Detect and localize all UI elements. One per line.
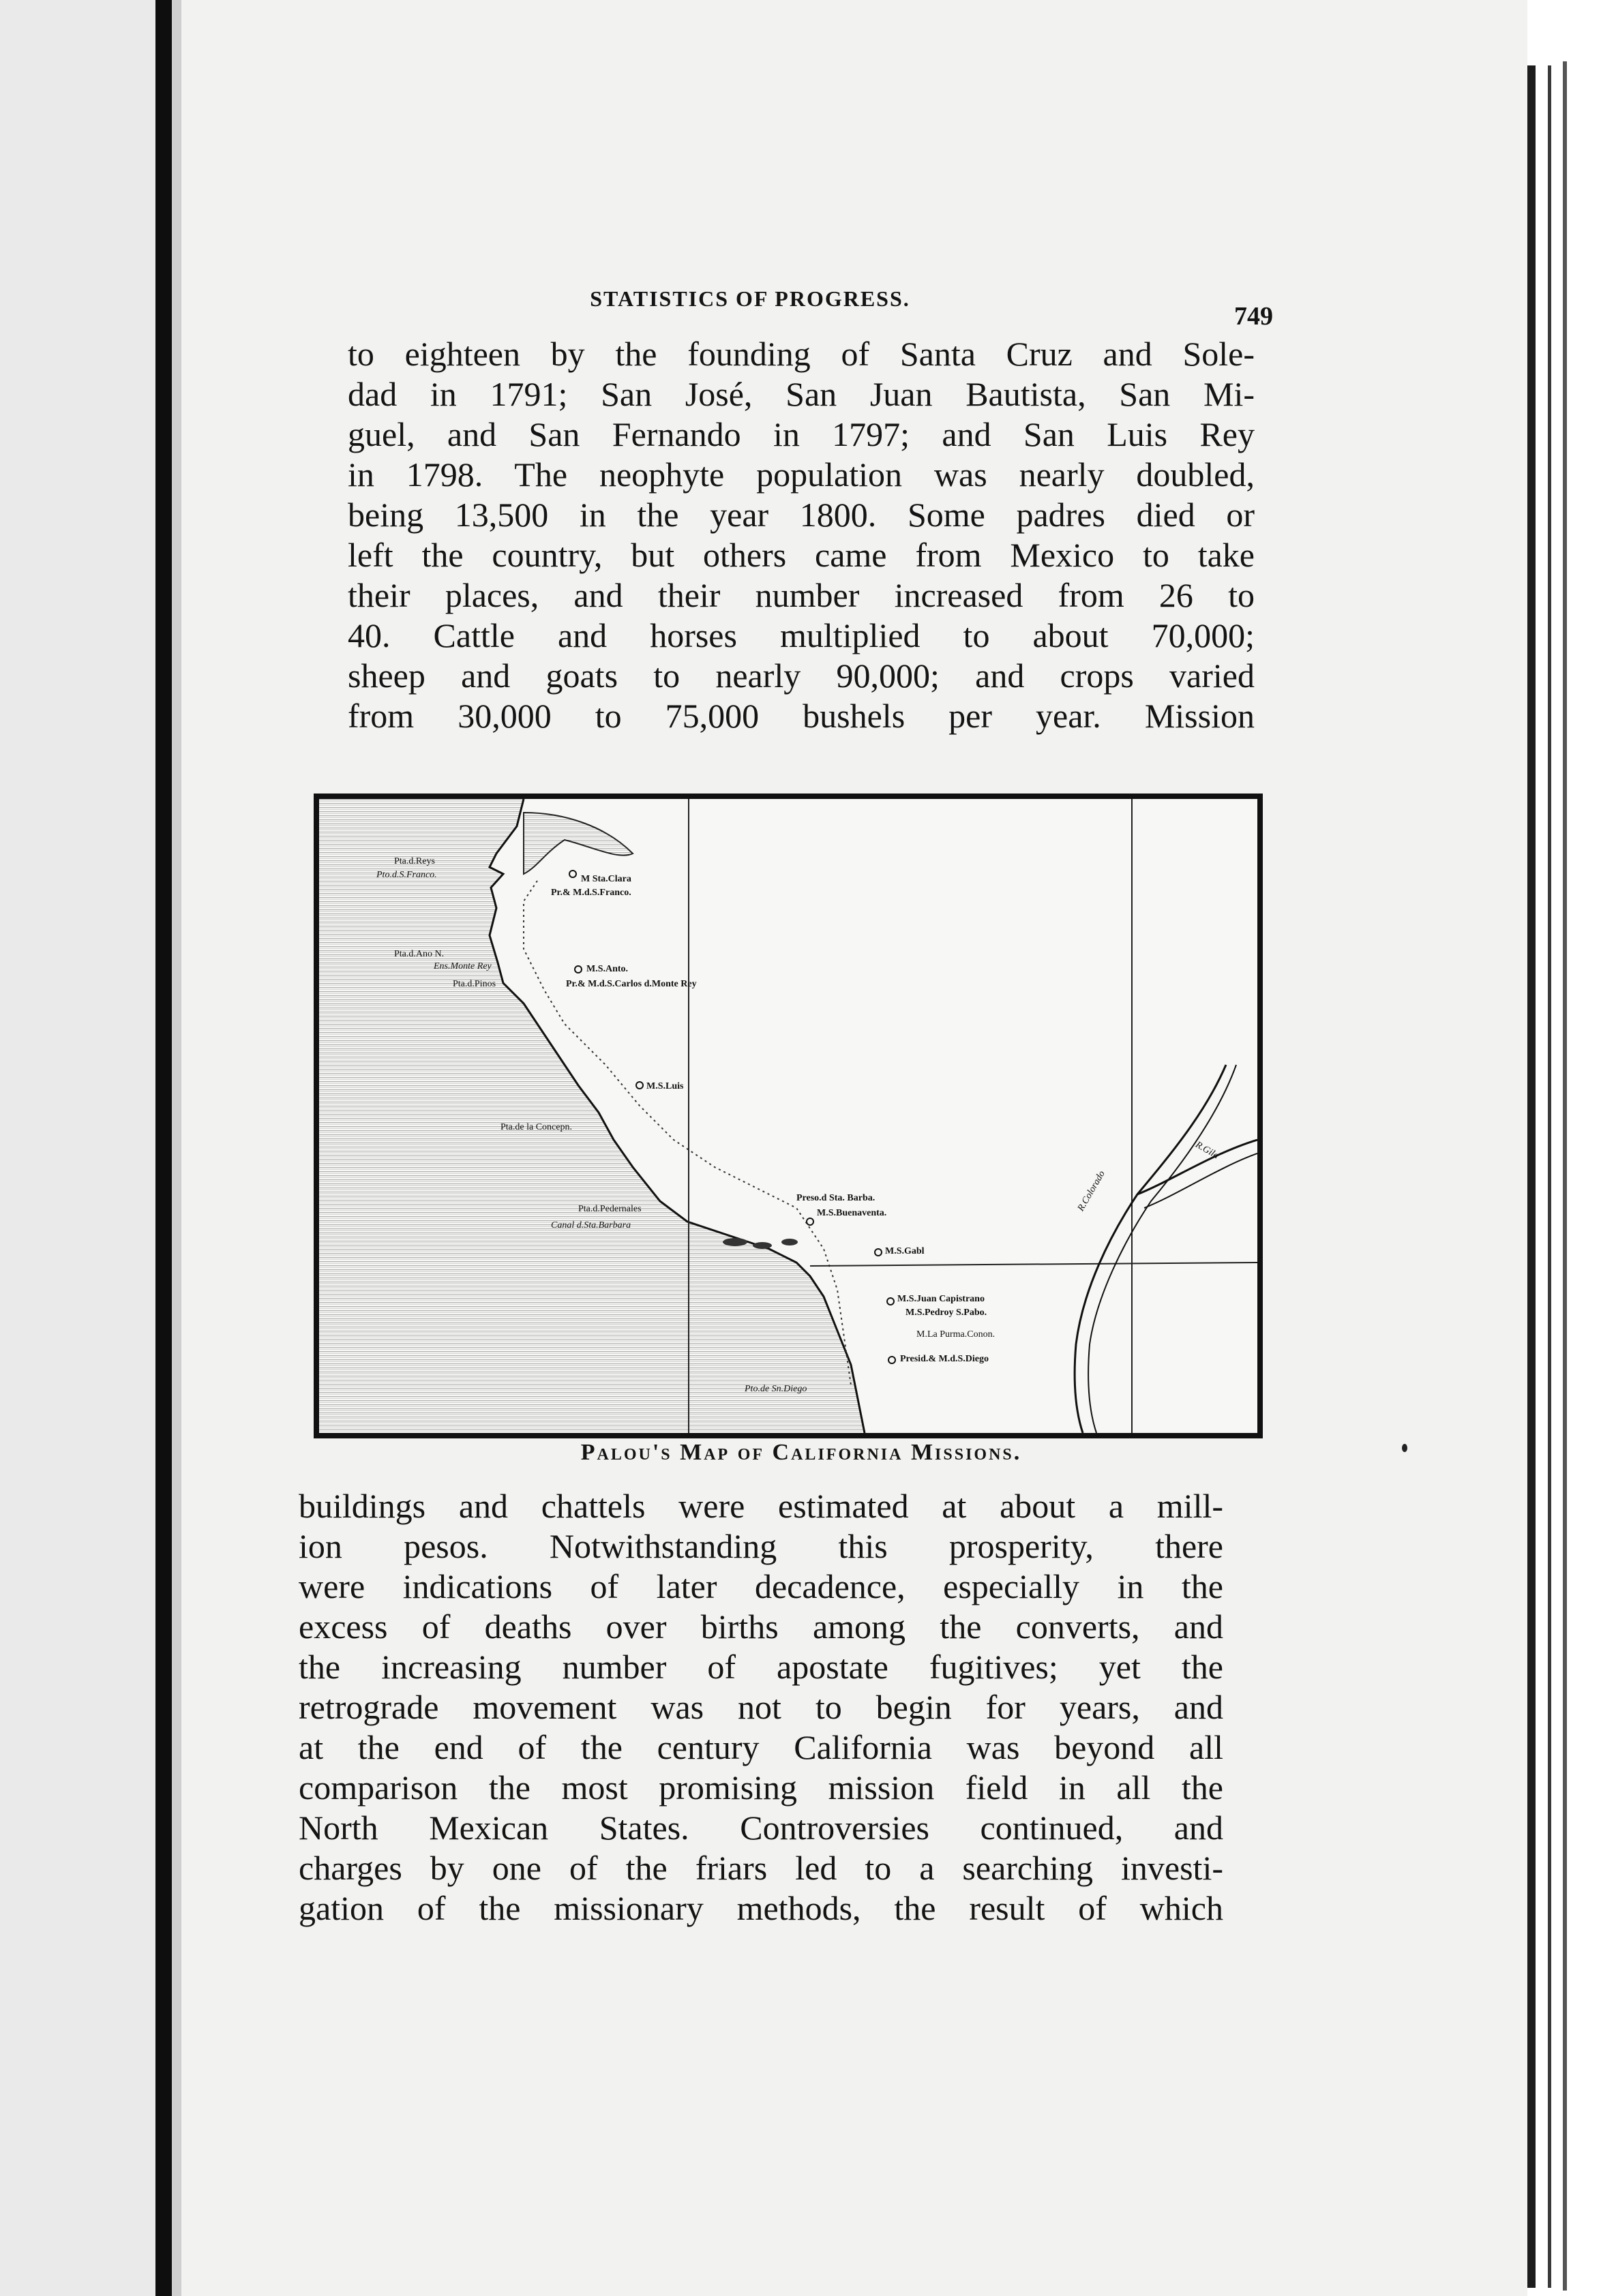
text-line: to eighteen by the founding of Santa Cruz and Sole- bbox=[348, 335, 1255, 373]
map-label: Pta.d.Pinos bbox=[453, 979, 496, 989]
island bbox=[723, 1238, 747, 1246]
map-drawing bbox=[319, 799, 1257, 1433]
text-line: being 13,500 in the year 1800. Some padres died or bbox=[348, 496, 1255, 534]
map-label: M.La Purma.Conon. bbox=[916, 1329, 996, 1340]
text-line: sheep and goats to nearly 90,000; and crops varied bbox=[348, 656, 1255, 695]
river-colorado bbox=[1075, 1065, 1226, 1433]
map-label: M.S.Pedroy S.Pabo. bbox=[906, 1308, 987, 1318]
mission-marker bbox=[888, 1357, 895, 1363]
map-label: M.S.Gabl bbox=[885, 1246, 925, 1256]
paragraph-bottom bbox=[299, 1486, 1223, 1929]
text-line: comparison the most promising mission field in all the bbox=[299, 1768, 1223, 1807]
map-label: Pr.& M.d.S.Franco. bbox=[551, 888, 631, 898]
map-label: M Sta.Clara bbox=[581, 874, 631, 884]
facing-page bbox=[0, 0, 155, 2296]
map-label: M.S.Anto. bbox=[586, 964, 629, 974]
ink-speck bbox=[1402, 1444, 1407, 1452]
text-line: at the end of the century California was beyond all bbox=[299, 1728, 1223, 1766]
mission-marker bbox=[875, 1249, 882, 1256]
bay bbox=[524, 813, 633, 874]
map-label: Presid.& M.d.S.Diego bbox=[900, 1354, 989, 1364]
paragraph-top bbox=[348, 334, 1255, 736]
gutter-shadow bbox=[172, 0, 181, 2296]
text-line: 40. Cattle and horses multiplied to about 70,000; bbox=[348, 616, 1255, 654]
map-label: Pta.d.Reys bbox=[394, 856, 435, 866]
text-line: buildings and chattels were estimated at about a mill- bbox=[299, 1487, 1223, 1525]
mission-marker bbox=[636, 1082, 643, 1089]
text-line: from 30,000 to 75,000 bushels per year. Mission bbox=[348, 697, 1255, 735]
map-label: M.S.Luis bbox=[646, 1081, 684, 1091]
map-label: Pta.d.Pedernales bbox=[578, 1204, 642, 1214]
text-line: in 1798. The neophyte population was nearly doubled, bbox=[348, 455, 1255, 494]
text-line: retrograde movement was not to begin for years, and bbox=[299, 1688, 1223, 1726]
island bbox=[753, 1242, 772, 1249]
text-line: left the country, but others came from Mexico to take bbox=[348, 536, 1255, 574]
book-spine bbox=[155, 0, 172, 2296]
map-label: Ens.Monte Rey bbox=[434, 961, 492, 971]
text-line: the increasing number of apostate fugitives; yet the bbox=[299, 1648, 1223, 1686]
boundary-line bbox=[810, 1263, 1257, 1266]
map-label: Pr.& M.d.S.Carlos d.Monte Rey bbox=[566, 979, 697, 989]
mission-marker bbox=[887, 1298, 894, 1305]
map-label: M.S.Juan Capistrano bbox=[897, 1294, 985, 1304]
text-line: ion pesos. Notwithstanding this prosperity, there bbox=[299, 1527, 1223, 1565]
map-figure bbox=[314, 794, 1263, 1438]
text-line: guel, and San Fernando in 1797; and San Luis Rey bbox=[348, 415, 1255, 453]
text-line: were indications of later decadence, especially in the bbox=[299, 1567, 1223, 1605]
text-line: charges by one of the friars led to a searching investi- bbox=[299, 1849, 1223, 1887]
text-line: dad in 1791; San José, San Juan Bautista, San Mi- bbox=[348, 375, 1255, 413]
page-edge bbox=[1527, 65, 1536, 2288]
mission-marker bbox=[569, 871, 576, 877]
page-edge bbox=[1563, 61, 1567, 2291]
map-label: Pta.de la Concepn. bbox=[500, 1122, 572, 1132]
text-line: North Mexican States. Controversies continued, and bbox=[299, 1809, 1223, 1847]
map-label: R.Gila bbox=[1193, 1140, 1221, 1162]
river-colorado-bank bbox=[1088, 1065, 1236, 1433]
mission-marker bbox=[575, 966, 582, 973]
map-label: Pta.d.Ano N. bbox=[394, 949, 445, 959]
figure-caption: Palou's Map of California Missions. bbox=[580, 1440, 1022, 1465]
text-line: gation of the missionary methods, the result of which bbox=[299, 1889, 1223, 1927]
text-line: their places, and their number increased from 26 to bbox=[348, 576, 1255, 614]
map-label: Canal d.Sta.Barbara bbox=[551, 1220, 631, 1230]
island bbox=[781, 1239, 798, 1245]
map-label: R.Colorado bbox=[1076, 1169, 1107, 1213]
map-label: Preso.d Sta. Barba. bbox=[796, 1193, 876, 1203]
map-label: Pto.d.S.Franco. bbox=[376, 870, 437, 880]
page-number: 749 bbox=[1234, 302, 1273, 331]
text-line: excess of deaths over births among the converts, and bbox=[299, 1607, 1223, 1646]
mission-marker bbox=[807, 1218, 813, 1225]
page-edge bbox=[1548, 65, 1551, 2288]
running-head: STATISTICS OF PROGRESS. bbox=[590, 286, 910, 311]
river-gila-bank bbox=[1144, 1153, 1257, 1208]
map-label: M.S.Buenaventa. bbox=[817, 1208, 887, 1218]
map-label: Pto.de Sn.Diego bbox=[745, 1384, 807, 1394]
